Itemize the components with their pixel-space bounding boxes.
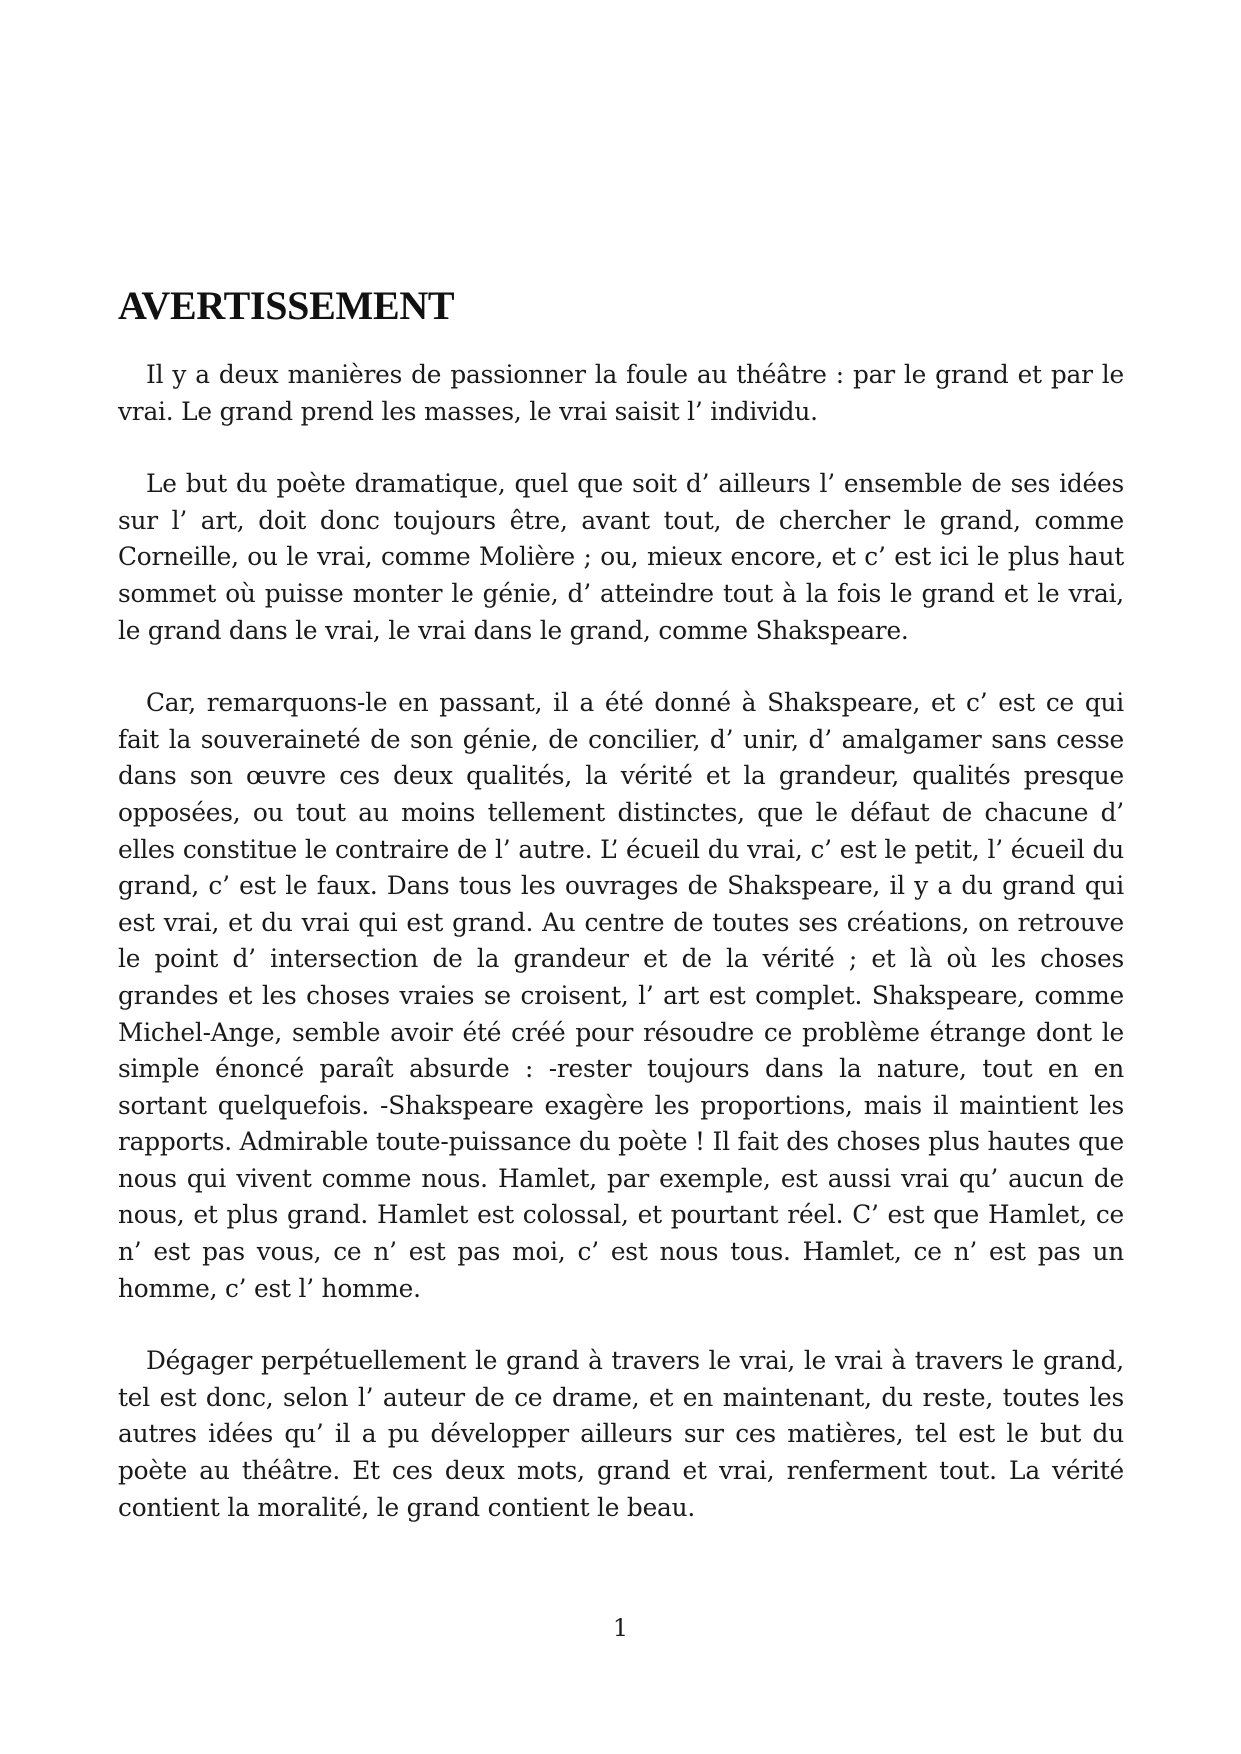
page-number: 1 — [612, 1614, 629, 1642]
paragraph-1: Il y a deux manières de passionner la foule au théâtre : par le grand et par le vrai. Le grand prend les masses, le vrai saisit l’ individu. — [118, 360, 1124, 426]
paragraph-3: Car, remarquons-le en passant, il a été donné à Shakspeare, et c’ est ce qui fait la souveraineté de son génie, de concilier, d’ unir, d’ amalgamer sans cesse dans son œuvre ces deux qualités, la vérité et la grandeur, qualités presque opposées, ou tout au moins tellement distinctes, que le défaut de chacune d’ elles constitue le contraire de l’ autre. L’ écueil du vrai, c’ est le petit, l’ écueil du grand, c’ est le faux. Dans tous les ouvrages de Shakspeare, il y a du grand qui est vrai, et du vrai qui est grand. Au centre de toutes ses créations, on retrouve le point d’ intersection de la grandeur et de la vérité ; et là où les choses grandes et les choses vraies se croisent, l’ art est complet. Shakspeare, comme Michel-Ange, semble avoir été créé pour résoudre ce problème étrange dont le simple énoncé paraît absurde : -rester toujours dans la nature, tout en en sortant quelquefois. -Shakspeare exagère les proportions, mais il maintient les rapports. Admirable toute-puissance du poète ! Il fait des choses plus hautes que nous qui vivent comme nous. Hamlet, par exemple, est aussi vrai qu’ aucun de nous, et plus grand. Hamlet est colossal, et pourtant réel. C’ est que Hamlet, ce n’ est pas vous, ce n’ est pas moi, c’ est nous tous. Hamlet, ce n’ est pas un homme, c’ est l’ homme. — [118, 688, 1124, 1303]
paragraph-4: Dégager perpétuellement le grand à travers le vrai, le vrai à travers le grand, tel est donc, selon l’ auteur de ce drame, et en maintenant, du reste, toutes les autres idées qu’ il a pu développer ailleurs sur ces matières, tel est le but du poète au théâtre. Et ces deux mots, grand et vrai, renferment tout. La vérité contient la moralité, le grand contient le beau. — [118, 1346, 1124, 1522]
paragraph-2: Le but du poète dramatique, quel que soit d’ ailleurs l’ ensemble de ses idées sur l’ art, doit donc toujours être, avant tout, de chercher le grand, comme Corneille, ou le vrai, comme Molière ; ou, mieux encore, et c’ est ici le plus haut sommet où puisse monter le génie, d’ atteindre tout à la fois le grand et le vrai, le grand dans le vrai, le vrai dans le grand, comme Shakspeare. — [118, 469, 1124, 645]
document-page — [118, 282, 1124, 1562]
section-heading: AVERTISSEMENT — [118, 283, 455, 328]
